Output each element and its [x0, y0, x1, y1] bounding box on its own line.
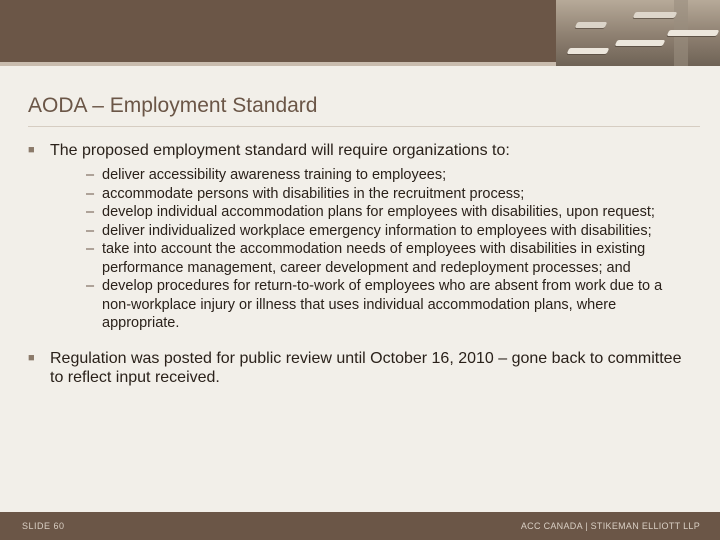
title-divider: [28, 126, 700, 127]
sub-item: [50, 166, 692, 185]
architectural-photo-icon: [556, 0, 720, 66]
sub-item-text: develop procedures for return-to-work of employees who are absent from work due to a non-workplace injury or illness that uses individual accommodation plans, where appropriate.: [102, 278, 663, 331]
slide-title: AODA – Employment Standard: [28, 94, 318, 117]
sub-item: [50, 240, 692, 277]
dash-icon: –: [86, 241, 95, 257]
dash-icon: –: [86, 185, 95, 202]
photo-beam: [567, 48, 610, 54]
square-bullet-icon: ■: [28, 351, 35, 364]
dash-icon: –: [86, 204, 95, 220]
photo-beam: [667, 30, 720, 36]
sub-item: [50, 277, 692, 333]
photo-beam: [633, 12, 678, 18]
slide-content: [22, 141, 692, 387]
sub-item-text: deliver individualized workplace emergency information to employees with disabilities;: [102, 222, 652, 239]
sub-item-text: take into account the accommodation needs of employees with disabilities in existing performance management, career development and redeployment processes; and: [102, 241, 646, 276]
bullet-item: [22, 349, 692, 387]
sub-item-text: deliver accessibility awareness training to employees;: [102, 167, 447, 183]
slide-number: SLIDE 60: [22, 521, 65, 531]
sub-item: [50, 222, 692, 241]
dash-icon: –: [86, 167, 95, 183]
sub-item: [50, 203, 692, 222]
bullet-text: The proposed employment standard will require organizations to:: [50, 142, 510, 159]
photo-beam: [575, 22, 608, 28]
dash-icon: –: [86, 278, 95, 294]
dash-icon: –: [86, 222, 95, 239]
bullet-text: Regulation was posted for public review until October 16, 2010 – gone back to committee to reflect input received.: [50, 349, 682, 386]
sub-item-text: accommodate persons with disabilities in the recruitment process;: [102, 185, 525, 202]
bullet-item: [22, 141, 692, 333]
footer-firm: ACC CANADA | STIKEMAN ELLIOTT LLP: [520, 521, 700, 531]
sub-list: [50, 166, 692, 333]
sub-item: [50, 185, 692, 204]
square-bullet-icon: ■: [28, 144, 35, 156]
sub-item-text: develop individual accommodation plans for employees with disabilities, upon request;: [102, 204, 655, 220]
photo-beam: [615, 40, 666, 46]
